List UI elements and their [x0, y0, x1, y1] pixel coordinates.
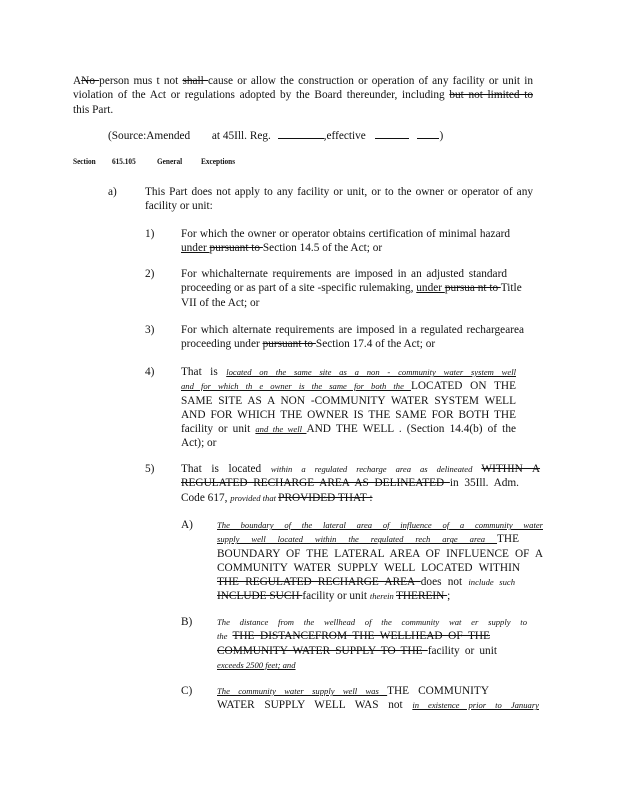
item-2-line-1: [181, 267, 507, 281]
sub-C: [217, 684, 539, 713]
text-run: facility or unit: [302, 590, 370, 603]
text-run: proceeding or as part of a site -specific rulemaking,: [181, 282, 417, 295]
item-2-label: 2): [145, 268, 155, 280]
text-run: A: [73, 75, 82, 87]
subsection-a-line-2: [145, 199, 533, 213]
item-4-line-3: [181, 394, 516, 408]
text-run: pursuant to: [262, 338, 316, 351]
text-run: ;: [447, 590, 451, 603]
text-run: For whichalternate requirements are imposed in an adjusted standard: [181, 268, 507, 280]
text-run: in 35Ill. Adm.: [449, 477, 519, 490]
sub-A-label: A): [181, 519, 193, 531]
sub-A-line-1: [217, 518, 543, 532]
sub-B: [217, 615, 527, 672]
text-run: pursuant to: [209, 242, 263, 255]
sub-C-label: C): [181, 685, 193, 697]
source-effective: ,effective: [323, 130, 366, 142]
text-run: COMMUNITY WATER SUPPLY WELL LOCATED WITHIN: [217, 561, 520, 574]
text-run: VII of the Act; or: [181, 296, 260, 309]
item-1: [181, 227, 510, 256]
section-title-general: General: [157, 156, 183, 166]
section-number: 615.105: [112, 156, 136, 166]
text-run: include such: [468, 577, 515, 588]
source-note: (Source:Amended at 45Ill. Reg. ,effective ): [108, 130, 444, 142]
text-run: and for which th e owner is the same for both the: [181, 381, 411, 392]
subsection-a: [145, 185, 533, 214]
source-at: at 45Ill. Reg.: [211, 130, 271, 142]
text-run: in existence prior to January: [412, 700, 539, 711]
source-blank-1: [278, 128, 324, 139]
sub-A-line-6: [217, 589, 543, 603]
subsection-a-label: a): [108, 186, 117, 198]
item-5-label: 5): [145, 463, 155, 475]
item-3-line-2: [181, 337, 524, 351]
text-run: LOCATED ON THE: [410, 380, 516, 393]
sub-C-line-2: [217, 698, 539, 712]
text-run: supply well located within the regulated rech arge area: [217, 534, 498, 545]
item-1-line-2: [181, 241, 510, 255]
item-5: [181, 462, 540, 505]
sub-B-line-1: [217, 615, 527, 629]
sub-C-line-1: [217, 684, 489, 698]
section-title-exceptions: Exceptions: [201, 156, 236, 166]
text-run: under: [416, 282, 445, 295]
item-2-line-3: [181, 296, 507, 310]
text-run: person mus t not: [99, 75, 183, 87]
sub-A-line-2: [217, 532, 519, 546]
text-run: COMMUNITY WATER SUPPLY TO THE: [217, 644, 428, 657]
source-blank-3: [417, 128, 439, 139]
text-run: INCLUDE SUCH: [217, 590, 303, 603]
text-run: and the well: [255, 424, 307, 435]
item-2: [181, 267, 522, 310]
text-run: provided that: [230, 492, 279, 503]
text-run: PROVIDED THAT :: [278, 491, 373, 504]
sub-B-line-4: [217, 658, 527, 672]
text-run: That is: [181, 366, 227, 378]
source-blank-2: [375, 128, 409, 139]
text-run: Code 617,: [181, 491, 231, 504]
text-run: violation of the Act or regulations adopted by the Board thereunder, including: [73, 89, 450, 102]
text-run: Title: [500, 282, 522, 295]
text-run: THE: [497, 533, 519, 546]
item-2-line-2: [181, 281, 522, 295]
intro-line-1: [73, 74, 533, 88]
text-run: WITHIN A: [481, 463, 541, 475]
text-run: this Part.: [73, 103, 114, 116]
text-run: facility or unit: [427, 644, 497, 657]
text-run: THE REGULATED RECHARGE AREA: [217, 576, 421, 589]
text-run: pursua nt to: [444, 282, 501, 295]
text-run: within a regulated recharge area as delineated: [270, 464, 482, 474]
text-run: cause or allow the construction or operation of any facility or unit in: [207, 75, 533, 87]
text-run: No: [81, 75, 100, 87]
text-run: Section 14.5 of the Act; or: [262, 242, 383, 255]
text-run: Act); or: [181, 437, 217, 450]
item-3-line-1: [181, 323, 524, 337]
text-run: That is located: [181, 463, 271, 475]
intro-paragraph: [73, 74, 533, 117]
text-run: THE COMMUNITY: [387, 685, 489, 697]
text-run: The boundary of the lateral area of influence of a community water: [217, 520, 543, 530]
text-run: REGULATED RECHARGE AREA AS DELINEATED: [181, 477, 450, 490]
sub-A-line-3: [217, 547, 543, 561]
item-1-label: 1): [145, 228, 155, 240]
text-run: AND THE WELL . (Section 14.4(b) of the: [306, 423, 516, 436]
item-5-line-1: [181, 462, 540, 476]
sub-B-label: B): [181, 616, 193, 628]
text-run: This Part does not apply to any facility or unit, or to the owner or operator of any: [145, 186, 533, 198]
subsection-a-line-1: [145, 185, 533, 199]
text-run: THE DISTANCEFROM THE WELLHEAD OF THE: [232, 630, 490, 643]
text-run: located on the same site as a non - community water system well: [226, 367, 516, 377]
item-3-label: 3): [145, 324, 155, 336]
sub-B-line-2: [217, 629, 490, 643]
text-run: BOUNDARY OF THE LATERAL AREA OF INFLUENCE OF A: [217, 547, 543, 560]
section-label: Section: [73, 156, 96, 166]
item-4-label: 4): [145, 366, 155, 378]
text-run: The community water supply well was: [217, 686, 388, 696]
text-run: exceeds 2500 feet; and: [217, 659, 296, 670]
sub-A-line-4: [217, 561, 520, 575]
text-run: therein: [369, 591, 396, 602]
item-3: [181, 323, 524, 352]
text-run: but not limited to: [449, 89, 533, 102]
item-5-line-2: [181, 476, 519, 490]
item-4-line-2: [181, 379, 516, 393]
source-text: (Source:Amended: [108, 130, 191, 142]
text-run: facility or unit: [181, 423, 256, 436]
text-run: facility or unit:: [145, 200, 213, 213]
item-5-line-3: [181, 491, 540, 505]
sub-A: [217, 518, 543, 604]
text-run: Section 17.4 of the Act; or: [315, 338, 436, 351]
text-run: shall: [182, 75, 208, 87]
text-run: For which alternate requirements are imposed in a regulated rechargearea: [181, 324, 524, 336]
item-1-line-1: [181, 227, 510, 241]
text-run: does not: [420, 576, 469, 589]
sub-B-line-3: [217, 644, 497, 658]
text-run: For which the owner or operator obtains certification of minimal hazard: [181, 228, 510, 240]
intro-line-2: [73, 88, 533, 102]
item-4: [181, 365, 516, 451]
text-run: THEREIN: [395, 590, 448, 603]
text-run: under: [181, 242, 210, 255]
item-4-line-5: [181, 422, 516, 436]
sub-A-line-5: [217, 575, 515, 589]
text-run: the: [217, 631, 233, 642]
text-run: The distance from the wellhead of the community wat er supply to: [217, 617, 527, 627]
text-run: WATER SUPPLY WELL WAS not: [217, 699, 413, 712]
text-run: proceeding under: [181, 338, 263, 351]
item-4-line-4: [181, 408, 516, 422]
intro-line-3: [73, 103, 533, 117]
text-run: AND FOR WHICH THE OWNER IS THE SAME FOR BOTH THE: [181, 408, 516, 421]
item-4-line-6: [181, 436, 516, 450]
item-4-line-1: [181, 365, 516, 379]
text-run: SAME SITE AS A NON -COMMUNITY WATER SYSTEM WELL: [181, 394, 516, 407]
